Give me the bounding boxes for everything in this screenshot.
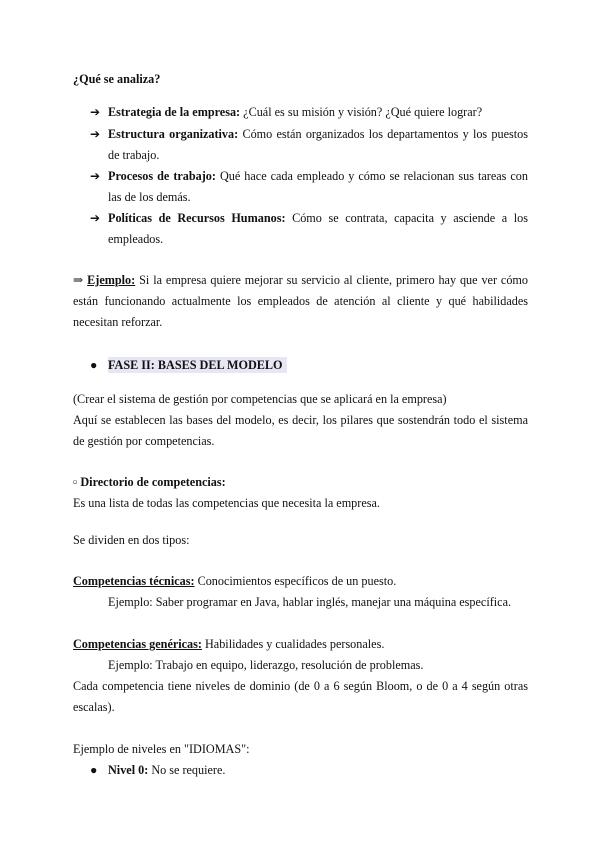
arrow-icon: ➔ — [90, 169, 101, 183]
nivel-0-item: ● Nivel 0: No se requiere. — [90, 760, 225, 781]
directorio-description: Es una lista de todas las competencias que necesita la empresa. — [73, 496, 380, 510]
double-arrow-icon: ⇒ — [73, 273, 84, 287]
idiomas-text: Ejemplo de niveles en "IDIOMAS": — [73, 742, 250, 756]
ejemplo-paragraph: ⇒ Ejemplo: Si la empresa quiere mejorar su servicio al cliente, primero hay que ver cómo están funcionando actualmente los empleados de atención al cliente y qué habilidades necesitan reforzar. — [73, 273, 529, 329]
bullet-icon: ● — [90, 358, 98, 372]
analiza-item-procesos: ➔ Procesos de trabajo: Qué hace cada empleado y cómo se relacionan sus tareas con las de los demás. — [90, 166, 528, 208]
tipos-text: Se dividen en dos tipos: — [73, 533, 190, 547]
arrow-icon: ➔ — [90, 211, 101, 225]
analiza-item-estrategia: ➔ Estrategia de la empresa: ¿Cuál es su misión y visión? ¿Qué quiere lograr? — [90, 102, 528, 123]
competencias-tecnicas: Competencias técnicas: Conocimientos específicos de un puesto. — [73, 574, 397, 588]
directorio-heading: ▫ Directorio de competencias: — [73, 475, 226, 489]
arrow-icon: ➔ — [90, 127, 101, 141]
fase-ii-description: Aquí se establecen las bases del modelo, es decir, los pilares que sostendrán todo el sistema de gestión por competencias. — [73, 413, 528, 448]
small-square-icon: ▫ — [73, 475, 78, 489]
competencias-tecnicas-example: Ejemplo: Saber programar en Java, hablar inglés, manejar una máquina específica. — [108, 595, 512, 609]
analiza-item-estructura: ➔ Estructura organizativa: Cómo están organizados los departamentos y los puestos de trabajo. — [90, 124, 528, 166]
competencias-genericas-example: Ejemplo: Trabajo en equipo, liderazgo, resolución de problemas. — [108, 658, 424, 672]
competencias-genericas: Competencias genéricas: Habilidades y cualidades personales. — [73, 637, 385, 651]
bullet-icon: ● — [90, 763, 98, 777]
analiza-item-politicas: ➔ Políticas de Recursos Humanos: Cómo se contrata, capacita y asciende a los empleados. — [90, 208, 528, 250]
heading-que-se-analiza: ¿Qué se analiza? — [73, 72, 161, 86]
arrow-icon: ➔ — [90, 105, 101, 119]
fase-ii-subtitle: (Crear el sistema de gestión por competencias que se aplicará en la empresa) — [73, 392, 447, 406]
fase-ii-heading: ● FASE II: BASES DEL MODELO — [90, 355, 287, 376]
niveles-paragraph: Cada competencia tiene niveles de dominio (de 0 a 6 según Bloom, o de 0 a 4 según otras escalas). — [73, 679, 528, 714]
